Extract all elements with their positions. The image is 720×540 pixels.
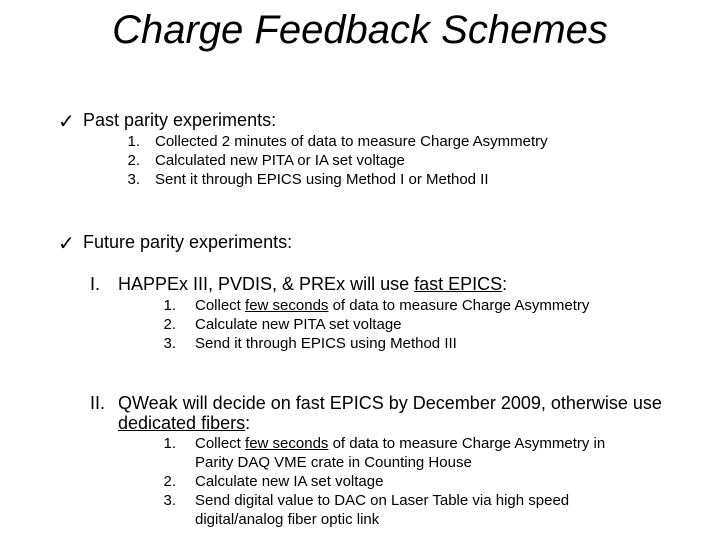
- past-item-1-text: Collected 2 minutes of data to measure Charge Asymmetry: [155, 133, 548, 150]
- s1-item-3-text: Send it through EPICS using Method III: [195, 335, 457, 352]
- s2-item-3-text-line2: digital/analog fiber optic link: [195, 511, 380, 528]
- section-2-heading-line2: dedicated fibers:: [118, 413, 251, 433]
- checkmark-icon: ✓: [58, 111, 75, 133]
- section-1-number: I.: [90, 274, 101, 294]
- past-item-1-number: 1.: [127, 133, 140, 150]
- past-item-3-number: 3.: [127, 171, 140, 188]
- s2-item-1-text: Collect few seconds of data to measure Charge Asymmetry in: [195, 435, 606, 452]
- s2-item-3-text: Send digital value to DAC on Laser Table via high speed: [195, 492, 570, 509]
- section-1-heading: HAPPEx III, PVDIS, & PREx will use fast EPICS:: [118, 274, 508, 294]
- s1-item-2-number: 2.: [163, 316, 176, 333]
- section-2-heading-line1: QWeak will decide on fast EPICS by December 2009, otherwise use: [118, 393, 662, 413]
- s1-item-3-number: 3.: [163, 335, 176, 352]
- past-item-2-number: 2.: [127, 152, 140, 169]
- checkmark-icon: ✓: [58, 233, 75, 255]
- dedicated-fibers-underlined: dedicated fibers: [118, 413, 246, 433]
- s1-item-1-number: 1.: [163, 297, 176, 314]
- future-heading: Future parity experiments:: [83, 232, 293, 252]
- past-item-2-text: Calculated new PITA or IA set voltage: [155, 152, 405, 169]
- s1-item-2-text: Calculate new PITA set voltage: [195, 316, 402, 333]
- past-item-3-text: Sent it through EPICS using Method I or Method II: [155, 171, 489, 188]
- s1-item-1-text: Collect few seconds of data to measure Charge Asymmetry: [195, 297, 590, 314]
- fast-epics-underlined: fast EPICS: [414, 274, 503, 294]
- s2-item-2-text: Calculate new IA set voltage: [195, 473, 384, 490]
- s2-item-3-number: 3.: [163, 492, 176, 509]
- past-heading: Past parity experiments:: [83, 110, 277, 130]
- section-2-number: II.: [90, 393, 106, 413]
- s2-item-1-number: 1.: [163, 435, 176, 452]
- page-title: Charge Feedback Schemes: [112, 8, 608, 52]
- s2-item-1-text-line2: Parity DAQ VME crate in Counting House: [195, 454, 472, 471]
- s2-item-2-number: 2.: [163, 473, 176, 490]
